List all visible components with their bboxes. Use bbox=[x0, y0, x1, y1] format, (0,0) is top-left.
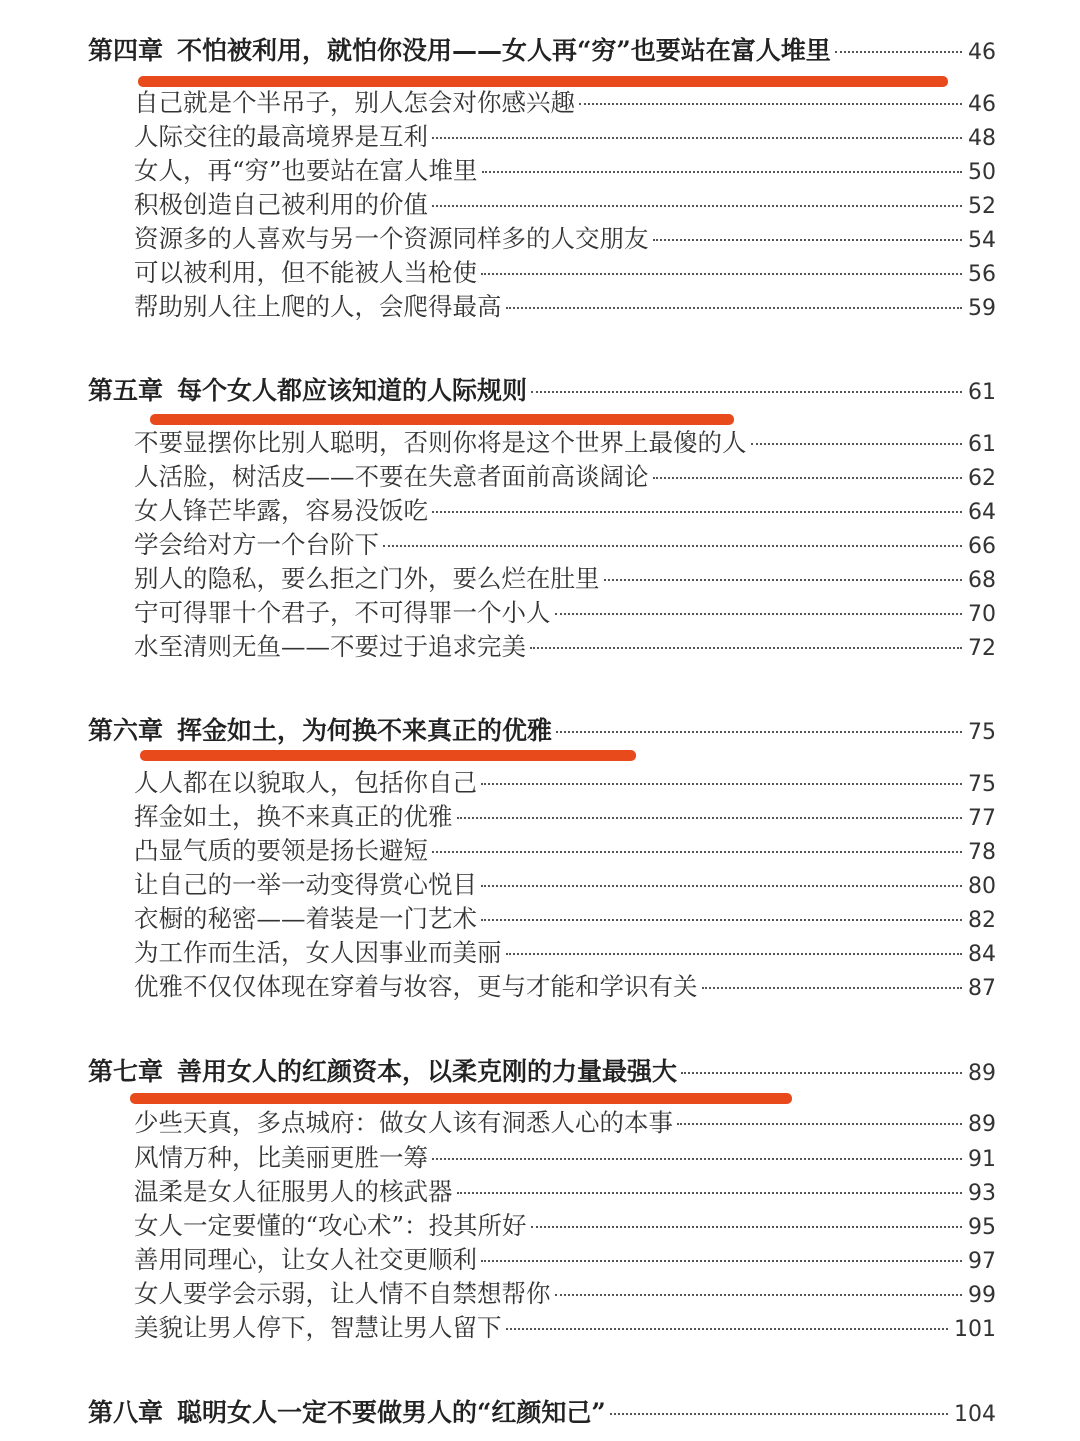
entry-title: 少些天真，多点城府：做女人该有洞悉人心的本事 bbox=[134, 1108, 673, 1137]
page-number: 50 bbox=[968, 160, 996, 185]
page-number: 82 bbox=[968, 908, 996, 933]
entry-title: 挥金如土，换不来真正的优雅 bbox=[134, 802, 453, 831]
entry-title: 别人的隐私，要么拒之门外，要么烂在肚里 bbox=[134, 564, 600, 593]
toc-entry[interactable] bbox=[134, 596, 996, 630]
dot-leader bbox=[481, 885, 962, 887]
highlight-underline bbox=[130, 1093, 792, 1104]
toc-entry[interactable] bbox=[134, 970, 996, 1004]
dot-leader bbox=[481, 919, 962, 921]
chapter-number: 第五章 bbox=[88, 376, 164, 405]
dot-leader bbox=[481, 273, 962, 275]
toc-entry[interactable] bbox=[134, 834, 996, 868]
dot-leader bbox=[653, 239, 963, 241]
toc-entry[interactable] bbox=[134, 1311, 996, 1345]
dot-leader bbox=[579, 103, 962, 105]
entry-title: 风情万种，比美丽更胜一筹 bbox=[134, 1143, 428, 1172]
toc-entry[interactable] bbox=[134, 562, 996, 596]
dot-leader bbox=[432, 1158, 962, 1160]
toc-entry[interactable] bbox=[134, 1277, 996, 1311]
page-number: 104 bbox=[954, 1402, 996, 1427]
entry-title: 资源多的人喜欢与另一个资源同样多的人交朋友 bbox=[134, 224, 649, 253]
toc-entry[interactable] bbox=[134, 222, 996, 256]
page-number: 46 bbox=[968, 92, 996, 117]
dot-leader bbox=[432, 511, 962, 513]
toc-entry[interactable] bbox=[134, 800, 996, 834]
entry-title: 人人都在以貌取人，包括你自己 bbox=[134, 768, 477, 797]
entry-title: 人活脸，树活皮——不要在失意者面前高谈阔论 bbox=[134, 462, 649, 491]
chapter-number: 第八章 bbox=[88, 1398, 164, 1427]
highlight-underline bbox=[150, 414, 734, 425]
dot-leader bbox=[702, 987, 963, 989]
toc-entry[interactable] bbox=[134, 86, 996, 120]
page-number: 64 bbox=[968, 500, 996, 525]
entry-title: 优雅不仅仅体现在穿着与妆容，更与才能和学识有关 bbox=[134, 972, 698, 1001]
dot-leader bbox=[604, 579, 963, 581]
dot-leader bbox=[751, 443, 963, 445]
page-number: 68 bbox=[968, 568, 996, 593]
entry-title: 女人，再“穷”也要站在富人堆里 bbox=[134, 156, 478, 185]
entry-title: 让自己的一举一动变得赏心悦目 bbox=[134, 870, 477, 899]
entry-title: 人际交往的最高境界是互利 bbox=[134, 122, 428, 151]
toc-entry[interactable] bbox=[134, 290, 996, 324]
entry-title: 凸显气质的要领是扬长避短 bbox=[134, 836, 428, 865]
chapter-number: 第四章 bbox=[88, 36, 164, 65]
toc-entry[interactable] bbox=[134, 630, 996, 664]
entry-title: 帮助别人往上爬的人，会爬得最高 bbox=[134, 292, 502, 321]
dot-leader bbox=[481, 783, 962, 785]
dot-leader bbox=[457, 1192, 963, 1194]
entry-title: 宁可得罪十个君子，不可得罪一个小人 bbox=[134, 598, 551, 627]
dot-leader bbox=[556, 731, 962, 733]
page-number: 56 bbox=[968, 262, 996, 287]
dot-leader bbox=[531, 1226, 962, 1228]
page-number: 95 bbox=[968, 1215, 996, 1240]
dot-leader bbox=[506, 953, 963, 955]
page-number: 93 bbox=[968, 1181, 996, 1206]
toc-entry[interactable] bbox=[134, 1141, 996, 1175]
dot-leader bbox=[555, 1294, 963, 1296]
toc-entry[interactable] bbox=[134, 120, 996, 154]
dot-leader bbox=[653, 477, 963, 479]
chapter-heading[interactable] bbox=[88, 1396, 996, 1430]
entry-title: 积极创造自己被利用的价值 bbox=[134, 190, 428, 219]
page-number: 59 bbox=[968, 296, 996, 321]
chapter-heading[interactable] bbox=[88, 374, 996, 408]
dot-leader bbox=[531, 391, 962, 393]
page-number: 62 bbox=[968, 466, 996, 491]
page-number: 84 bbox=[968, 942, 996, 967]
dot-leader bbox=[835, 51, 962, 53]
page-number: 75 bbox=[968, 720, 996, 745]
page-number: 80 bbox=[968, 874, 996, 899]
toc-entry[interactable] bbox=[134, 256, 996, 290]
chapter-number: 第六章 bbox=[88, 716, 164, 745]
page-number: 61 bbox=[968, 432, 996, 457]
dot-leader bbox=[555, 613, 963, 615]
dot-leader bbox=[530, 647, 962, 649]
page-number: 77 bbox=[968, 806, 996, 831]
page-number: 101 bbox=[954, 1317, 996, 1342]
page-number: 52 bbox=[968, 194, 996, 219]
toc-entry[interactable] bbox=[134, 1243, 996, 1277]
dot-leader bbox=[610, 1413, 948, 1415]
dot-leader bbox=[506, 307, 963, 309]
toc-entry[interactable] bbox=[134, 154, 996, 188]
toc-entry[interactable] bbox=[134, 936, 996, 970]
toc-entry[interactable] bbox=[134, 1175, 996, 1209]
dot-leader bbox=[432, 851, 962, 853]
page-number: 75 bbox=[968, 772, 996, 797]
chapter-heading[interactable] bbox=[88, 1055, 996, 1089]
highlight-underline bbox=[140, 750, 636, 761]
chapter-heading[interactable] bbox=[88, 714, 996, 748]
dot-leader bbox=[383, 545, 962, 547]
toc-entry[interactable] bbox=[134, 1209, 996, 1243]
entry-title: 水至清则无鱼——不要过于追求完美 bbox=[134, 632, 526, 661]
entry-title: 善用同理心，让女人社交更顺利 bbox=[134, 1245, 477, 1274]
page-number: 70 bbox=[968, 602, 996, 627]
chapter-title: 每个女人都应该知道的人际规则 bbox=[177, 376, 528, 405]
page-number: 48 bbox=[968, 126, 996, 151]
dot-leader bbox=[482, 171, 962, 173]
dot-leader bbox=[677, 1123, 962, 1125]
page-number: 46 bbox=[968, 40, 996, 65]
chapter-heading[interactable] bbox=[88, 34, 996, 68]
entry-title: 自己就是个半吊子，别人怎会对你感兴趣 bbox=[134, 88, 575, 117]
page-number: 66 bbox=[968, 534, 996, 559]
entry-title: 可以被利用，但不能被人当枪使 bbox=[134, 258, 477, 287]
toc-entry[interactable] bbox=[134, 426, 996, 460]
entry-title: 美貌让男人停下，智慧让男人留下 bbox=[134, 1313, 502, 1342]
entry-title: 女人要学会示弱，让人情不自禁想帮你 bbox=[134, 1279, 551, 1308]
toc-entry[interactable] bbox=[134, 868, 996, 902]
dot-leader bbox=[481, 1260, 962, 1262]
entry-title: 温柔是女人征服男人的核武器 bbox=[134, 1177, 453, 1206]
page-number: 99 bbox=[968, 1283, 996, 1308]
entry-title: 衣橱的秘密——着装是一门艺术 bbox=[134, 904, 477, 933]
chapter-title: 聪明女人一定不要做男人的“红颜知己” bbox=[177, 1398, 606, 1427]
dot-leader bbox=[432, 205, 962, 207]
page-number: 61 bbox=[968, 380, 996, 405]
toc-entry[interactable] bbox=[134, 902, 996, 936]
entry-title: 学会给对方一个台阶下 bbox=[134, 530, 379, 559]
entry-title: 女人一定要懂的“攻心术”：投其所好 bbox=[134, 1211, 527, 1240]
toc-entry[interactable] bbox=[134, 494, 996, 528]
entry-title: 为工作而生活，女人因事业而美丽 bbox=[134, 938, 502, 967]
page-number: 72 bbox=[968, 636, 996, 661]
chapter-title: 善用女人的红颜资本，以柔克刚的力量最强大 bbox=[177, 1057, 678, 1086]
toc-entry[interactable] bbox=[134, 460, 996, 494]
toc-entry[interactable] bbox=[134, 528, 996, 562]
chapter-title: 挥金如土，为何换不来真正的优雅 bbox=[177, 716, 553, 745]
page-number: 89 bbox=[968, 1061, 996, 1086]
page-number: 78 bbox=[968, 840, 996, 865]
toc-entry[interactable] bbox=[134, 766, 996, 800]
chapter-number: 第七章 bbox=[88, 1057, 164, 1086]
chapter-title: 不怕被利用，就怕你没用——女人再“穷”也要站在富人堆里 bbox=[177, 36, 831, 65]
dot-leader bbox=[457, 817, 963, 819]
page-number: 54 bbox=[968, 228, 996, 253]
page-number: 97 bbox=[968, 1249, 996, 1274]
page-number: 87 bbox=[968, 976, 996, 1001]
toc-entry[interactable] bbox=[134, 188, 996, 222]
dot-leader bbox=[506, 1328, 949, 1330]
dot-leader bbox=[681, 1072, 962, 1074]
dot-leader bbox=[432, 137, 962, 139]
entry-title: 女人锋芒毕露，容易没饭吃 bbox=[134, 496, 428, 525]
page-number: 89 bbox=[968, 1112, 996, 1137]
toc-entry[interactable] bbox=[134, 1106, 996, 1140]
page-number: 91 bbox=[968, 1147, 996, 1172]
entry-title: 不要显摆你比别人聪明，否则你将是这个世界上最傻的人 bbox=[134, 428, 747, 457]
